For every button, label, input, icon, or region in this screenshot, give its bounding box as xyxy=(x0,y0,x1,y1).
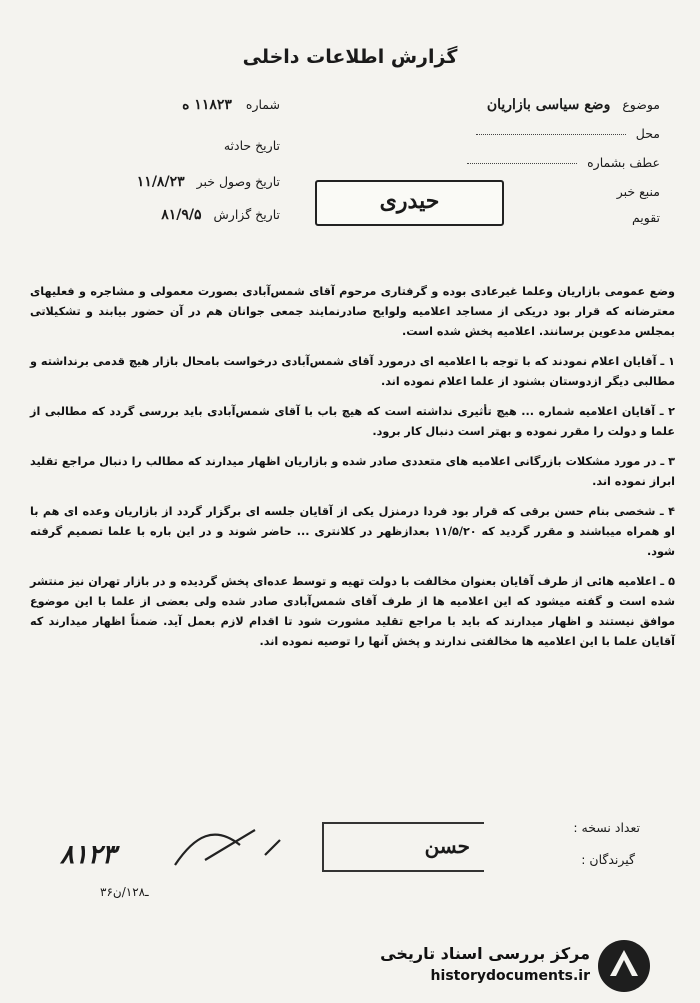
report-date-field xyxy=(161,207,280,223)
body-paragraph: ۵ ـ اعلامیه هائی از طرف آقایان بعنوان مخالفت با دولت تهیه و توسط عده‌ای پخش گردیده و در بازار تهران نیز منتشر شده است و گفته میشود که این اعلامیه ها از طرف آقای شمس‌آبادی صادر شده ولی بعضی از علما با این موضوع موافق نیستند و اظهار میدارند که باید با مراجع تقلید مشورت شود تا اقدام لازم بعمل آید. ضمناً اظهار میدارند که آقایان علما با این اعلامیه ها مخالفتی ندارند و پخش آنها را توصیه نموده اند. xyxy=(30,575,675,648)
number-label: شماره xyxy=(245,97,280,112)
place-dots xyxy=(476,134,626,135)
archive-watermark xyxy=(362,938,652,993)
source-field xyxy=(617,184,660,199)
body-paragraph: وضع عمومی بازاریان وعلما غیرعادی بوده و گرفتاری مرحوم آقای شمس‌آبادی بصورت معمولی و مشاجره و فعلیهای معترضانه که قرار بود دریکی از مساجد اعلامیه ولوایح صادرنمایند جمعی جوانان هم در آن حضور بیابند و تشکیلاتی بمجلس مدعوین برسانند. اعلامیه پخش شده است. xyxy=(30,285,675,338)
subject-field xyxy=(487,97,660,113)
subject-label: موضوع xyxy=(622,97,660,112)
source-value: حیدری xyxy=(379,188,440,214)
body-paragraph: ۴ ـ شخصی بنام حسن برقی که قرار بود فردا درمنزل یکی از آقایان جلسه ای برگزار گردد از بازاریان وعده ای هم با او همراه میباشند و مقرر گردید که ۱۱/۵/۲۰ بعدازظهر در کلانتری ... حاضر شوند و در این باره با علما تصمیم گرفته شود. xyxy=(30,505,675,558)
document-title: گزارش اطلاعات داخلی xyxy=(242,46,458,68)
subject-value: وضع سیاسی بازاریان xyxy=(486,97,611,113)
source-stamp-box xyxy=(315,180,504,226)
incident-date-label: تاریخ حادثه xyxy=(223,138,280,153)
recipients-field: گیرندگان : xyxy=(581,852,635,867)
watermark-name: مرکز بررسی اسناد تاریخی xyxy=(380,944,590,963)
report-date-label: تاریخ گزارش xyxy=(213,207,280,222)
place-field xyxy=(476,126,660,141)
archive-logo-icon xyxy=(596,938,652,994)
place-label: محل xyxy=(635,126,660,141)
body-paragraph: ۳ ـ در مورد مشکلات بازرگانی اعلامیه های متعددی صادر شده و بازاریان اظهار میدارند که مطالب را دنبال مراجع تقلید ابراز نموده اند. xyxy=(30,455,675,488)
incident-date-field xyxy=(224,138,280,153)
approval-stamp-text: حسن xyxy=(424,834,470,858)
calendar-field xyxy=(632,210,660,225)
source-label: منبع خبر xyxy=(616,184,660,199)
body-paragraph: ۱ ـ آقایان اعلام نمودند که با توجه با اعلامیه ای درمورد آقای شمس‌آبادی درخواست بامحال بازار هیچ قدمی برنداشته و مطالبی دیگر ازدوستان بشنود از علما اعلام نموده اند. xyxy=(30,355,675,388)
page-code: ۳۶ـ۱۲۸/ن xyxy=(100,885,149,899)
report-body xyxy=(30,282,675,662)
signature-number: ۸۱۲۳ xyxy=(60,840,116,870)
reference-label: عطف بشماره xyxy=(587,155,660,170)
watermark-url: historydocuments.ir xyxy=(430,968,590,984)
calendar-label: تقویم xyxy=(631,210,660,225)
number-value: ۱۱۸۲۳ ه xyxy=(182,97,232,113)
receipt-date-label: تاریخ وصول خبر xyxy=(196,174,280,189)
reference-field xyxy=(467,155,660,170)
number-field xyxy=(182,97,280,113)
receipt-date-field xyxy=(137,174,280,190)
recipients-label: گیرندگان xyxy=(589,852,635,867)
approval-stamp xyxy=(322,822,484,872)
reference-dots xyxy=(467,163,577,164)
body-paragraph: ۲ ـ آقایان اعلامیه شماره ... هیچ تأثیری نداشته است که هیچ باب با آقای شمس‌آبادی باید بررسی گردد که مطالبی از علما و دولت را مقرر نموده و بهتر است دنبال کار برود. xyxy=(30,405,675,438)
copies-label: تعداد نسخه xyxy=(581,820,640,835)
receipt-date-value: ۱۱/۸/۲۳ xyxy=(136,174,185,190)
copies-field: تعداد نسخه : xyxy=(573,820,640,835)
report-date-value: ۸۱/۹/۵ xyxy=(161,207,202,223)
